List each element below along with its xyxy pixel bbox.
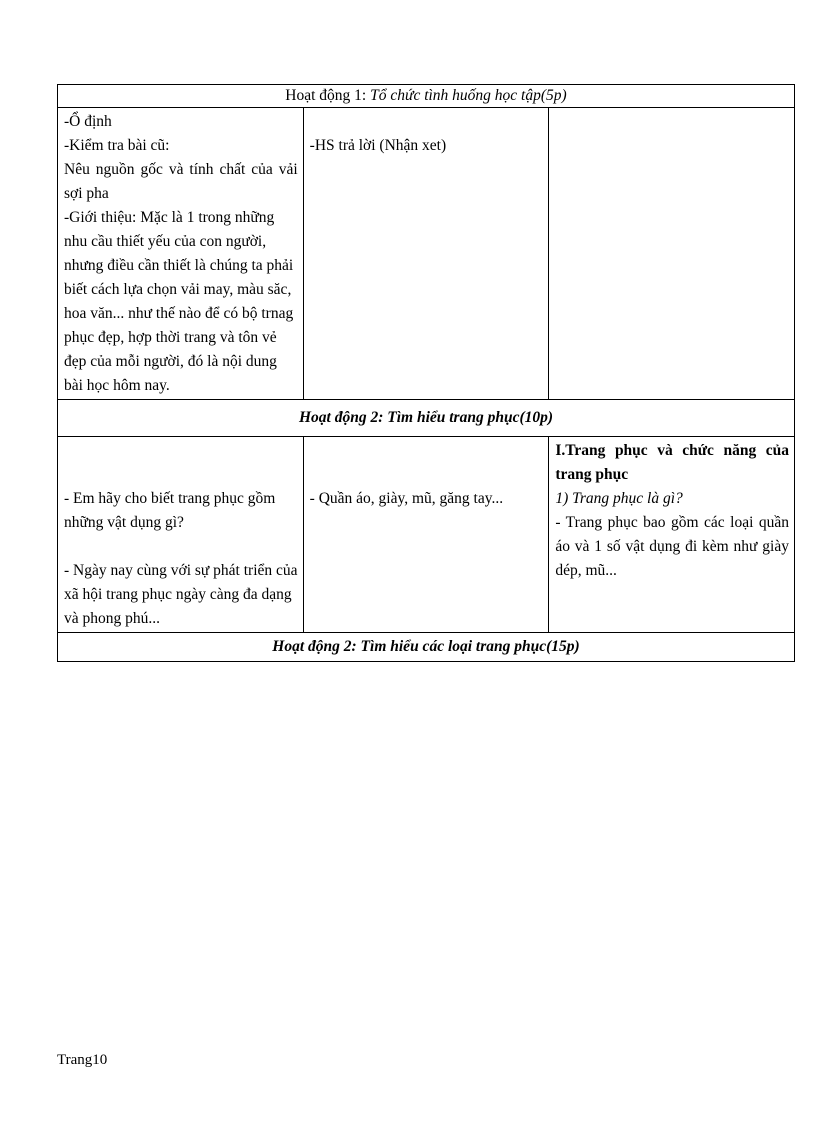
lesson-plan-table [57,84,795,662]
activity1-student-cell [303,108,549,400]
activity2-title: Hoạt động 2: Tìm hiểu trang phục(10p) [298,409,554,426]
activity1-title-prefix: Hoạt động 1: [285,87,371,104]
activity1-content-cell [549,108,795,400]
activity2-header-row [58,400,795,437]
spacer [310,463,544,487]
teacher-line-review: -Kiểm tra bài cũ: [64,137,170,154]
activity1-student-answer: -HS trả lời (Nhận xet) [309,137,447,154]
activity2-student-answer: - Quần áo, giày, mũ, găng tay... [309,490,504,507]
spacer [64,439,298,463]
spacer [64,535,298,559]
content-heading: I.Trang phục và chức năng của trang phục [555,442,789,483]
teacher-note: - Ngày nay cùng với sự phát triển của xã hội trang phục ngày càng đa dạng và phong phú... [64,562,298,627]
activity1-row [58,108,795,400]
activity1-teacher-cell [58,108,304,400]
activity2-header [58,400,795,437]
spacer [310,110,544,134]
spacer [64,463,298,487]
teacher-question: - Em hãy cho biết trang phục gồm những vật dụng gì? [64,490,276,531]
spacer [310,439,544,463]
teacher-line-intro: -Giới thiệu: Mặc là 1 trong những nhu cầu thiết yếu của con người, nhưng điều cần thiết là chúng ta phải biết cách lựa chọn vải may, màu săc, hoa văn... như thế nào để có bộ trnag phục đẹp, hợp thời trang và tôn vẻ đẹp của mỗi người, đó là nội dung bài học hôm nay. [64,209,294,394]
activity2-student-cell [303,437,549,633]
content-text: - Trang phục bao gồm các loại quần áo và 1 số vật dụng đi kèm như giày dép, mũ... [555,514,789,579]
activity3-header-row [58,633,795,662]
activity2-teacher-cell [58,437,304,633]
activity3-title: Hoạt động 2: Tìm hiểu các loại trang phục(15p) [272,638,580,655]
page-number: Trang10 [57,1052,108,1068]
activity1-header [58,85,795,108]
teacher-line-stabilize: -Ổ định [64,113,112,130]
activity2-content-cell [549,437,795,633]
activity1-header-row [58,85,795,108]
activity2-row [58,437,795,633]
content-subheading: 1) Trang phục là gì? [555,490,683,507]
activity1-title: Tổ chức tình huống học tập(5p) [370,87,567,104]
activity3-header [58,633,795,662]
teacher-line-question: Nêu nguồn gốc và tính chất của vải sợi pha [64,161,298,202]
